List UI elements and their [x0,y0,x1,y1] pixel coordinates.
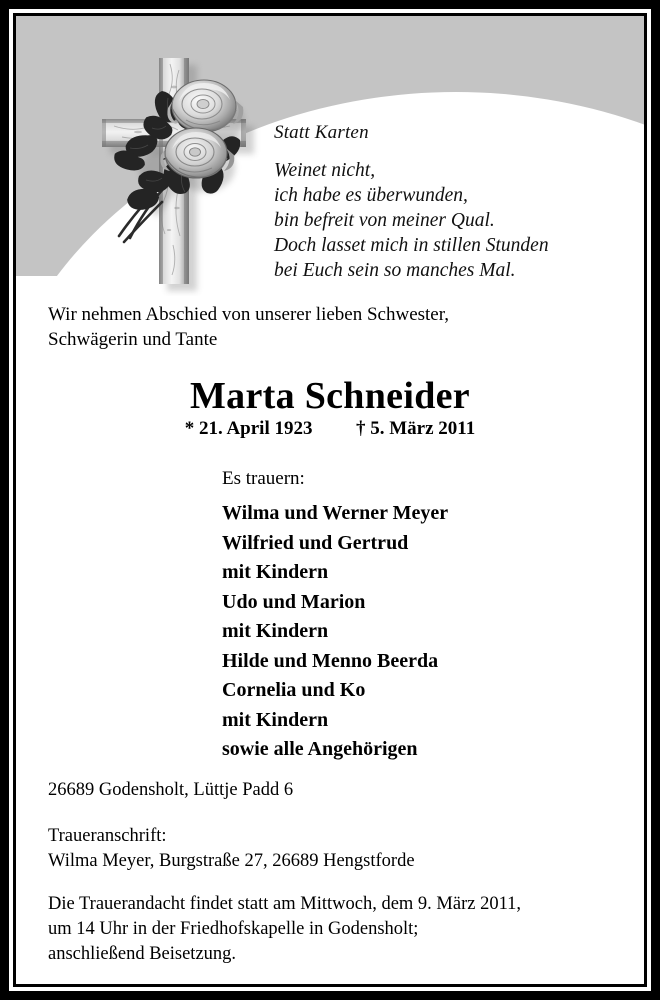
mourners-lead: Es trauern: [222,468,305,489]
service-details [48,892,612,967]
mourner-entry: mit Kindern [222,620,329,642]
condolence-address-label: Traueranschrift: [48,826,167,846]
stone-cross-with-roses-icon [78,40,268,296]
verse-line: Doch lasset mich in stillen Stunden [274,235,549,256]
mourner-entry: Udo und Marion [222,590,366,613]
service-line-1: Die Trauerandacht findet statt am Mittwoch, dem 9. März 2011, [48,894,522,914]
death-date: † 5. März 2011 [355,418,476,439]
life-dates [16,418,644,440]
mourner-entry: Cornelia und Ko [222,679,366,701]
notice-surface [16,16,644,984]
verse-line: Weinet nicht, [274,160,376,181]
deceased-name: Marta Schneider [190,375,470,417]
birth-date: * 21. April 1923 [184,418,313,439]
verse-line: ich habe es überwunden, [274,185,468,206]
announcement-intro-line-1: Wir nehmen Abschied von unserer lieben Schwester, [48,304,450,325]
condolence-address-value: Wilma Meyer, Burgstraße 27, 26689 Hengstforde [48,851,415,871]
mourner-entry: sowie alle Angehörigen [222,738,418,760]
verse-line: bei Euch sein so manches Mal. [274,260,516,281]
announcement-intro [48,302,612,352]
mourner-entry: Hilde und Menno Beerda [222,649,439,672]
mourners-list [222,499,582,765]
mourners-block [222,466,582,765]
service-line-2: um 14 Uhr in der Friedhofskapelle in Godensholt; [48,919,419,939]
announcement-intro-line-2: Schwägerin und Tante [48,329,218,350]
instead-of-cards-note: Statt Karten [274,122,369,143]
mourner-entry: mit Kindern [222,561,329,583]
service-line-3: anschließend Beisetzung. [48,944,237,964]
memorial-verse [274,158,549,283]
verse-line: bin befreit von meiner Qual. [274,210,495,231]
home-address: 26689 Godensholt, Lüttje Padd 6 [48,780,294,800]
mourner-entry: Wilma und Werner Meyer [222,502,449,524]
condolence-address-block [48,824,612,874]
mourner-entry: Wilfried und Gertrud [222,531,409,554]
mourner-entry: mit Kindern [222,708,329,731]
